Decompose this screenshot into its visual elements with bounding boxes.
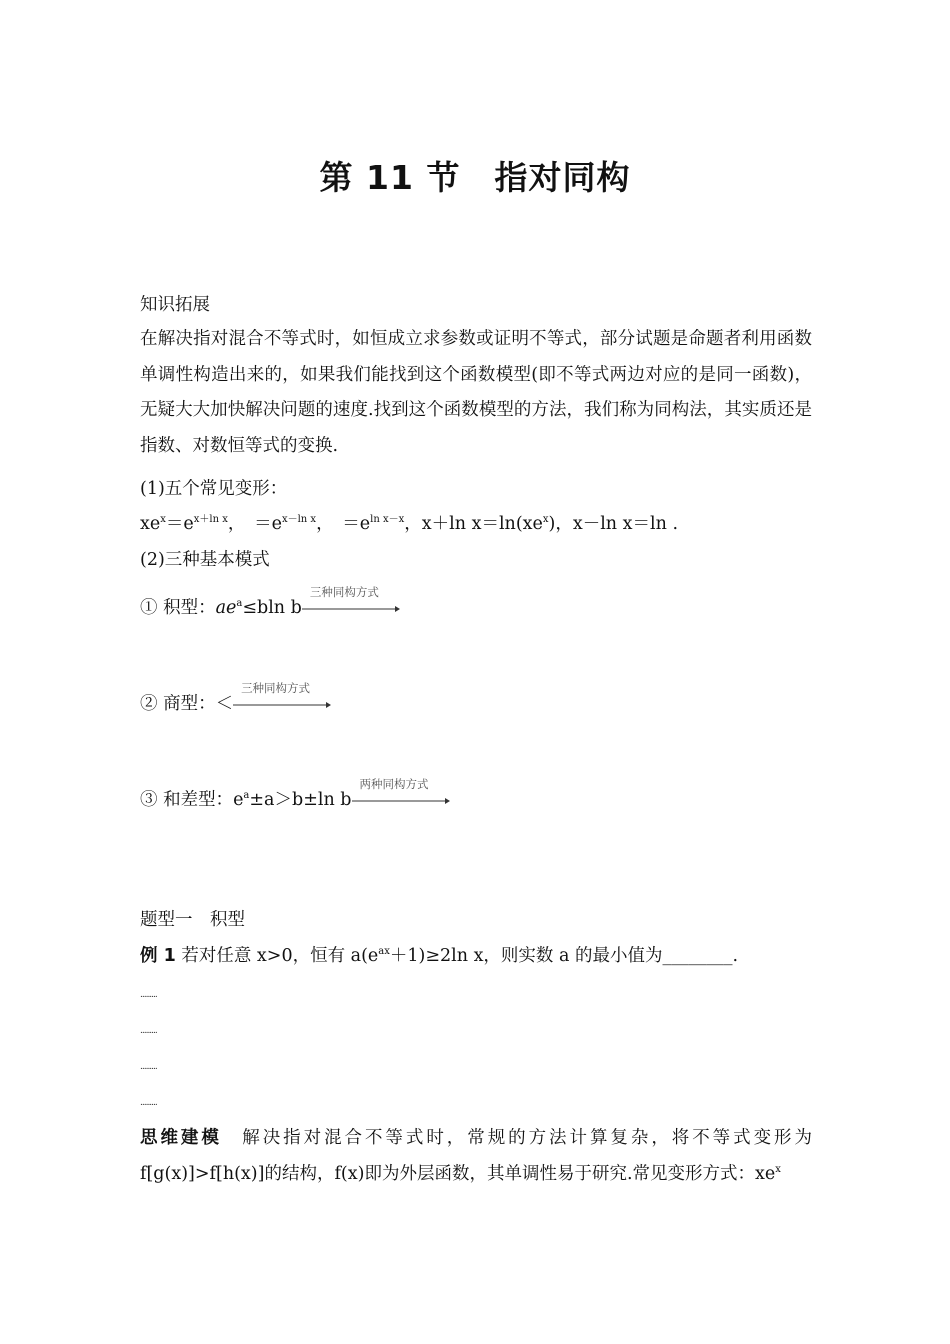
formula-sup: x [160, 514, 166, 525]
formula-sup: x [542, 514, 549, 525]
arrow-label: 两种同构方式 [359, 777, 429, 791]
formula-part: ，x＋ln x＝ln(xe [404, 514, 543, 534]
formula-part: xe [140, 514, 161, 534]
formula-sup: ln x－x [370, 514, 405, 525]
knowledge-heading: 知识拓展 [140, 295, 210, 315]
mode-rest: ±a＞b±ln b [249, 790, 352, 810]
formula-part: ， ＝e [227, 514, 282, 534]
formula-part: ＝e [165, 514, 194, 534]
answer-line[interactable]: ......... [140, 1062, 157, 1072]
model-text: 解决指对混合不等式时，常规的方法计算复杂，将不等式变形为 f[g(x)]>f[h(x)]的结构，f(x)即为外层函数，其单调性易于研究.常见变形方式：xe [140, 1128, 812, 1184]
mode-expr: ＜ [215, 694, 234, 714]
answer-line[interactable]: ......... [140, 990, 157, 1000]
model-sup: x [775, 1163, 781, 1175]
formula-sup: x－ln x [281, 514, 317, 525]
mode-expr: e [233, 790, 244, 810]
mode-sum-difference [140, 777, 450, 814]
mode-expr: ae [215, 598, 237, 618]
mode-sup: a [236, 598, 243, 609]
model-paragraph [140, 1121, 812, 1192]
formula-part: )，x－ln x＝ln . [548, 514, 679, 534]
mode-product [140, 585, 400, 622]
arrow-label: 三种同构方式 [241, 681, 311, 695]
mode-sup: a [243, 790, 250, 801]
model-label: 思维建模 [140, 1128, 222, 1148]
formula-line [140, 512, 678, 536]
section-heading: 题型一 积型 [140, 910, 245, 930]
item2-label: (2)三种基本模式 [140, 550, 270, 570]
example-label: 例 1 [140, 946, 176, 966]
transform-arrow [233, 681, 331, 718]
example-sup: ax [378, 946, 390, 957]
mode-prefix: ③ 和差型： [140, 790, 234, 810]
example-1 [140, 944, 738, 968]
transform-arrow [302, 585, 400, 622]
formula-sup: x＋ln x [193, 514, 228, 525]
knowledge-paragraph: 在解决指对混合不等式时，如恒成立求参数或证明不等式，部分试题是命题者利用函数单调性构造出来的，如果我们能找到这个函数模型(即不等式两边对应的是同一函数)，无疑大大加快解决问题的速度.找到这个函数模型的方法，我们称为同构法，其实质还是指数、对数恒等式的变换. [140, 329, 812, 456]
mode-prefix: ① 积型： [140, 598, 216, 618]
formula-part: ， ＝e [316, 514, 371, 534]
mode-quotient [140, 681, 331, 718]
example-text: ＋1)≥2ln x，则实数 a 的最小值为________. [389, 946, 739, 966]
answer-line[interactable]: ......... [140, 1098, 157, 1108]
mode-rest: ≤bln b [242, 598, 302, 618]
page-title: 第 11 节 指对同构 [319, 158, 631, 197]
transform-arrow [352, 777, 450, 814]
arrow-label: 三种同构方式 [309, 585, 379, 599]
answer-line[interactable]: ......... [140, 1026, 157, 1036]
item1-label: (1)五个常见变形： [140, 479, 288, 499]
example-text: 若对任意 x>0，恒有 a(e [175, 946, 379, 966]
mode-prefix: ② 商型： [140, 694, 216, 714]
